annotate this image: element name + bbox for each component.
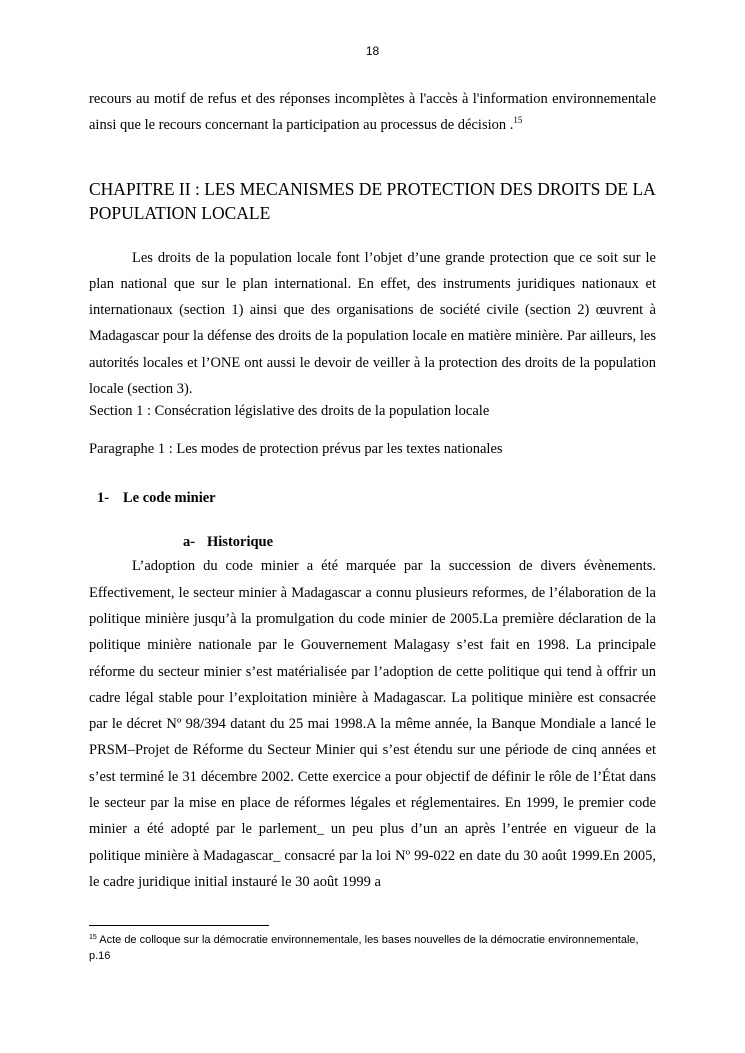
footnote-separator bbox=[89, 925, 269, 926]
main-paragraph: L’adoption du code minier a été marquée par la succession de divers évènements. Effectivement, le secteur minier à Madagascar a connu plusieurs reformes, de l’élaboration de la politique minière jusqu’à la promulgation du code minier de 2005.La première déclaration de la politique minière nationale par le Gouvernement Malagasy s’est fait en 1998. La principale réforme du secteur minier s’est matérialisée par l’adoption de cette politique qui tend à offrir un cadre légal stable pour l’exploitation minière à Madagascar. La politique minière est consacrée par le décret Nº 98/394 datant du 25 mai 1998.A la même année, la Banque Mondiale a lancé le PRSM–Projet de Réforme du Secteur Minier qui s’est étendu sur une période de cinq années et s’est terminé le 31 décembre 2002. Cette exercice a pour objectif de définir le rôle de l’État dans le secteur par la mise en place de réformes légales et réglementaires. En 1999, le premier code minier a été adopté par le parlement_ un peu plus d’un an après l’entrée en vigueur de la politique minière à Madagascar_ consacré par la loi Nº 99-022 en date du 30 août 1999.En 2005, le cadre juridique initial instauré le 30 août 1999 a bbox=[89, 558, 656, 890]
footnote-text: Acte de colloque sur la démocratie environnementale, les bases nouvelles de la démocratie environnementale, p.16 bbox=[89, 934, 639, 962]
section-title: Section 1 : Consécration législative des droits de la population locale bbox=[89, 403, 490, 420]
intro-paragraph: Les droits de la population locale font l’objet d’une grande protection que ce soit sur le plan national que sur le plan international. En effet, des instruments juridiques nationaux et internationaux (section 1) ainsi que des organisations de société civile (section 2) œuvrent à Madagascar pour la défense des droits de la population locale en matière minière. Par ailleurs, les autorités locales et l’ONE ont aussi le devoir de veiller à la protection des droits de la population locale (section 3). bbox=[89, 249, 656, 398]
sub-item-label: Historique bbox=[207, 534, 274, 551]
footnote-number: 15 bbox=[89, 934, 97, 941]
chapter-title: CHAPITRE II : LES MECANISMES DE PROTECTION DES DROITS DE LA POPULATION LOCALE bbox=[89, 178, 655, 223]
continuation-text: recours au motif de refus et des réponses incomplètes à l'accès à l'information environnementale ainsi que le recours concernant la participation au processus de décision . bbox=[89, 91, 656, 134]
list-item-code-minier bbox=[89, 487, 656, 509]
continuation-paragraph bbox=[89, 86, 656, 139]
sub-item-number: a- bbox=[183, 534, 196, 551]
page-number: 18 bbox=[365, 44, 380, 58]
footnote bbox=[89, 932, 656, 964]
paragraph-title: Paragraphe 1 : Les modes de protection prévus par les textes nationales bbox=[89, 441, 503, 458]
list-item-label: Le code minier bbox=[123, 490, 216, 507]
footnote-reference[interactable]: 15 bbox=[513, 115, 523, 126]
page-body bbox=[89, 86, 656, 895]
sub-item-historique bbox=[89, 531, 656, 553]
list-item-number: 1- bbox=[97, 490, 110, 507]
